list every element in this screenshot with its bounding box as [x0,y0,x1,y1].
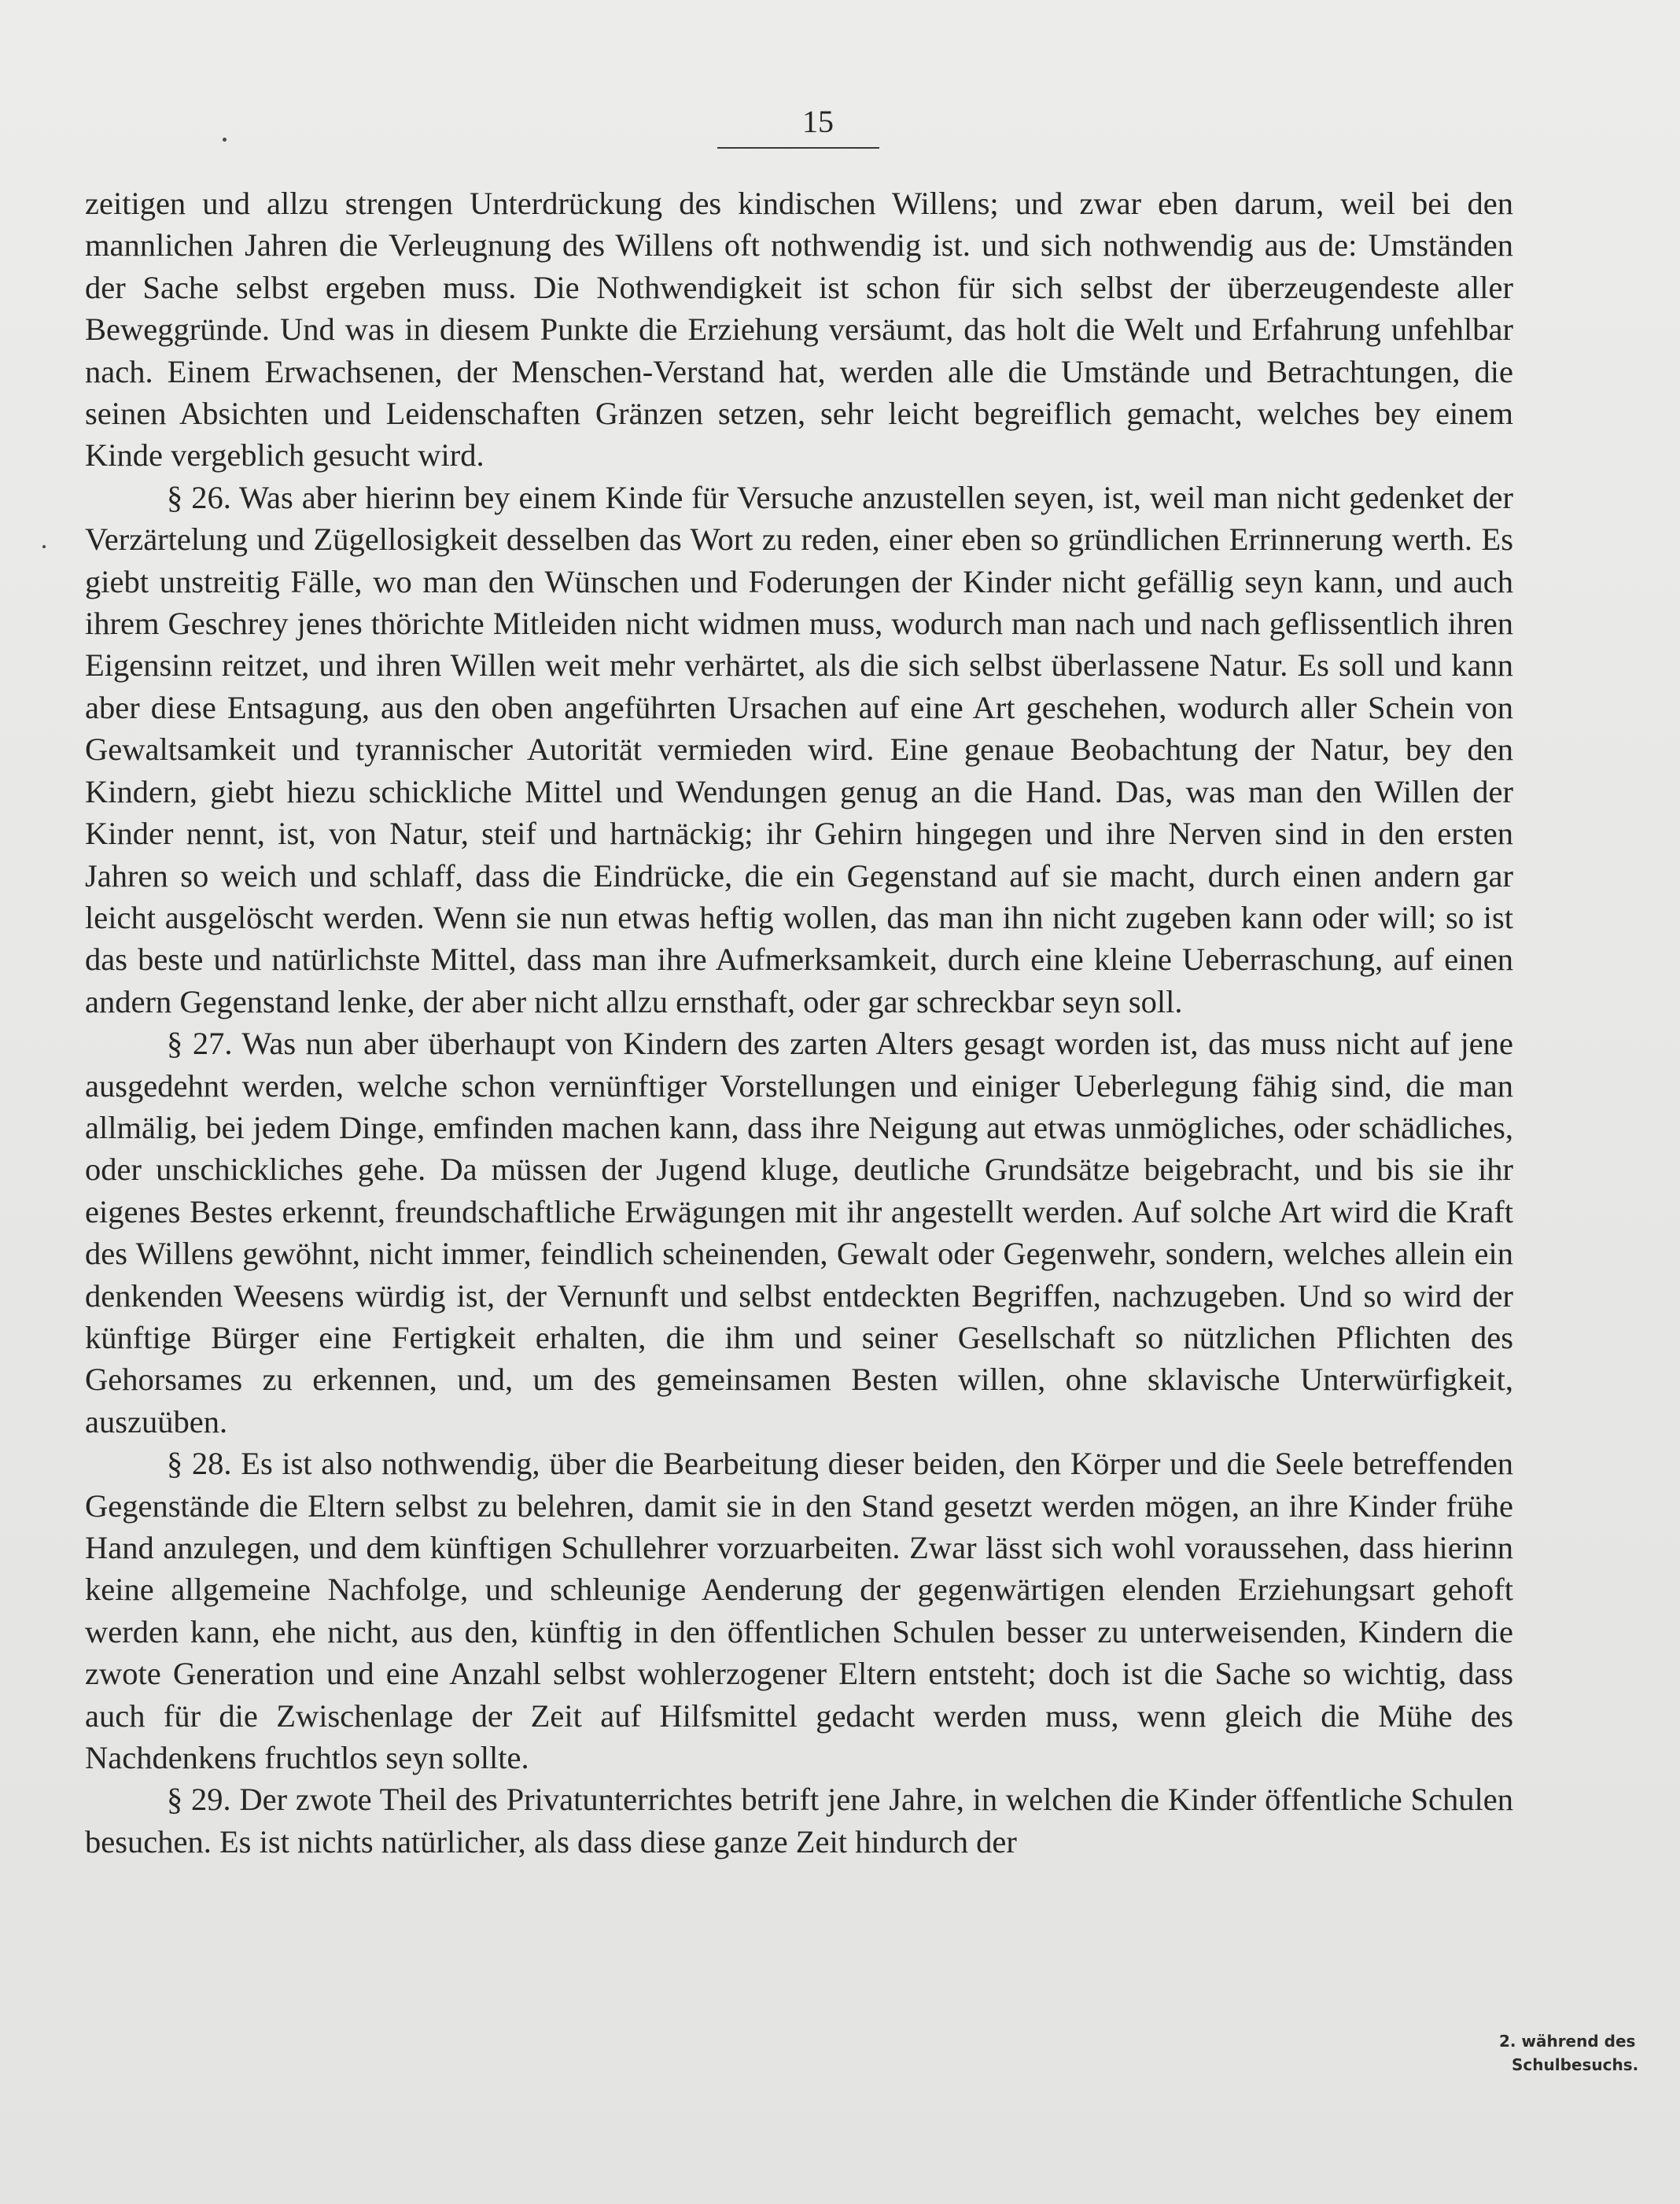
paragraph-section-29: § 29. Der zwote Theil des Privatunterrichtes betrift jene Jahre, in welchen die Kinder öffentliche Schulen besuchen. Es ist nichts natürlicher, als dass diese ganze Zeit hindurch der [85,1782,1513,1859]
page-number: 15 [802,104,834,139]
body-text [85,182,1513,1863]
print-speck [42,545,46,548]
margin-note [1499,2029,1677,2077]
print-speck [223,138,227,142]
margin-note-line-2: Schulbesuchs. [1512,2055,1639,2074]
paragraph-section-26: § 26. Was aber hierinn bey einem Kinde für Versuche anzustellen seyen, ist, weil man nicht gedenket der Verzärtelung und Zügellosigkeit desselben das Wort zu reden, einer eben so gründlichen Errinnerung werth. Es giebt unstreitig Fälle, wo man den Wünschen und Foderungen der Kinder nicht gefällig seyn kann, und auch ihrem Geschrey jenes thörichte Mitleiden nicht widmen muss, wodurch man nach und nach geflissentlich ihren Eigensinn reitzet, und ihren Willen weit mehr verhärtet, als die sich selbst überlassene Natur. Es soll und kann aber diese Entsagung, aus den oben angeführten Ursachen auf eine Art geschehen, wodurch aller Schein von Gewaltsamkeit und tyrannischer Autorität vermieden wird. Eine genaue Beobachtung der Natur, bey den Kindern, giebt hiezu schickliche Mittel und Wendungen genug an die Hand. Das, was man den Willen der Kinder nennt, ist, von Natur, steif und hartnäckig; ihr Gehirn hingegen und ihre Nerven sind in den ersten Jahren so weich und schlaff, dass die Eindrücke, die ein Gegenstand auf sie macht, durch einen andern gar leicht ausgelöscht werden. Wenn sie nun etwas heftig wollen, das man ihn nicht zugeben kann oder will; so ist das beste und natürlichste Mittel, dass man ihre Aufmerksamkeit, durch eine kleine Ueberraschung, auf einen andern Gegenstand lenke, der aber nicht allzu ernsthaft, oder gar schreckbar seyn soll. [85,479,1513,1019]
paragraph-section-28: § 28. Es ist also nothwendig, über die Bearbeitung dieser beiden, den Körper und die Seele betreffenden Gegenstände die Eltern selbst zu belehren, damit sie in den Stand gesetzt werden mögen, an ihre Kinder frühe Hand anzulegen, und dem künftigen Schullehrer vorzuarbeiten. Zwar lässt sich wohl voraussehen, dass hierinn keine allgemeine Nachfolge, und schleunige Aenderung der gegenwärtigen elenden Erziehungsart gehoft werden kann, ehe nicht, aus den, künftig in den öffentlichen Schulen besser zu unterweisenden, Kindern die zwote Generation und eine Anzahl selbst wohlerzogener Eltern entsteht; doch ist die Sache so wichtig, dass auch für die Zwischenlage der Zeit auf Hilfsmittel gedacht werden muss, wenn gleich die Mühe des Nachdenkens fruchtlos seyn sollte. [85,1446,1513,1776]
paragraph-continuation: zeitigen und allzu strengen Unterdrückung des kindischen Willens; und zwar eben darum, weil bei den mannlichen Jahren die Verleugnung des Willens oft nothwendig ist. und sich nothwendig aus de: Umständen der Sache selbst ergeben muss. Die Nothwendigkeit ist schon für sich selbst der überzeugendeste aller Beweggründe. Und was in diesem Punkte die Erziehung versäumt, das holt die Welt und Erfahrung unfehlbar nach. Einem Erwachsenen, der Menschen-Verstand hat, werden alle die Umstände und Betrachtungen, die seinen Absichten und Leidenschaften Gränzen setzen, sehr leicht begreiflich gemacht, welches bey einem Kinde vergeblich gesucht wird. [85,186,1513,474]
margin-note-line-1: 2. während des [1499,2032,1636,2051]
paragraph-section-27: § 27. Was nun aber überhaupt von Kindern des zarten Alters gesagt worden ist, das muss nicht auf jene ausgedehnt werden, welche schon vernünftiger Vorstellungen und einiger Ueberlegung fähig sind, die man allmälig, bei jedem Dinge, emfinden machen kann, dass ihre Neigung aut etwas unmögliches, oder schädliches, oder unschickliches gehe. Da müssen der Jugend kluge, deutliche Grundsätze beigebracht, und bis sie ihr eigenes Bestes erkennt, freundschaftliche Erwägungen mit ihr angestellt werden. Auf solche Art wird die Kraft des Willens gewöhnt, nicht immer, feindlich scheinenden, Gewalt oder Gegenwehr, sondern, welches allein ein denkenden Weesens würdig ist, der Vernunft und selbst entdeckten Begriffen, nachzugeben. Und so wird der künftige Bürger eine Fertigkeit erhalten, die ihm und seiner Gesellschaft so nützlichen Pflichten des Gehorsames zu erkennen, und, um des gemeinsamen Besten willen, ohne sklavische Unterwürfigkeit, auszuüben. [85,1026,1513,1439]
header-rule [717,147,879,149]
